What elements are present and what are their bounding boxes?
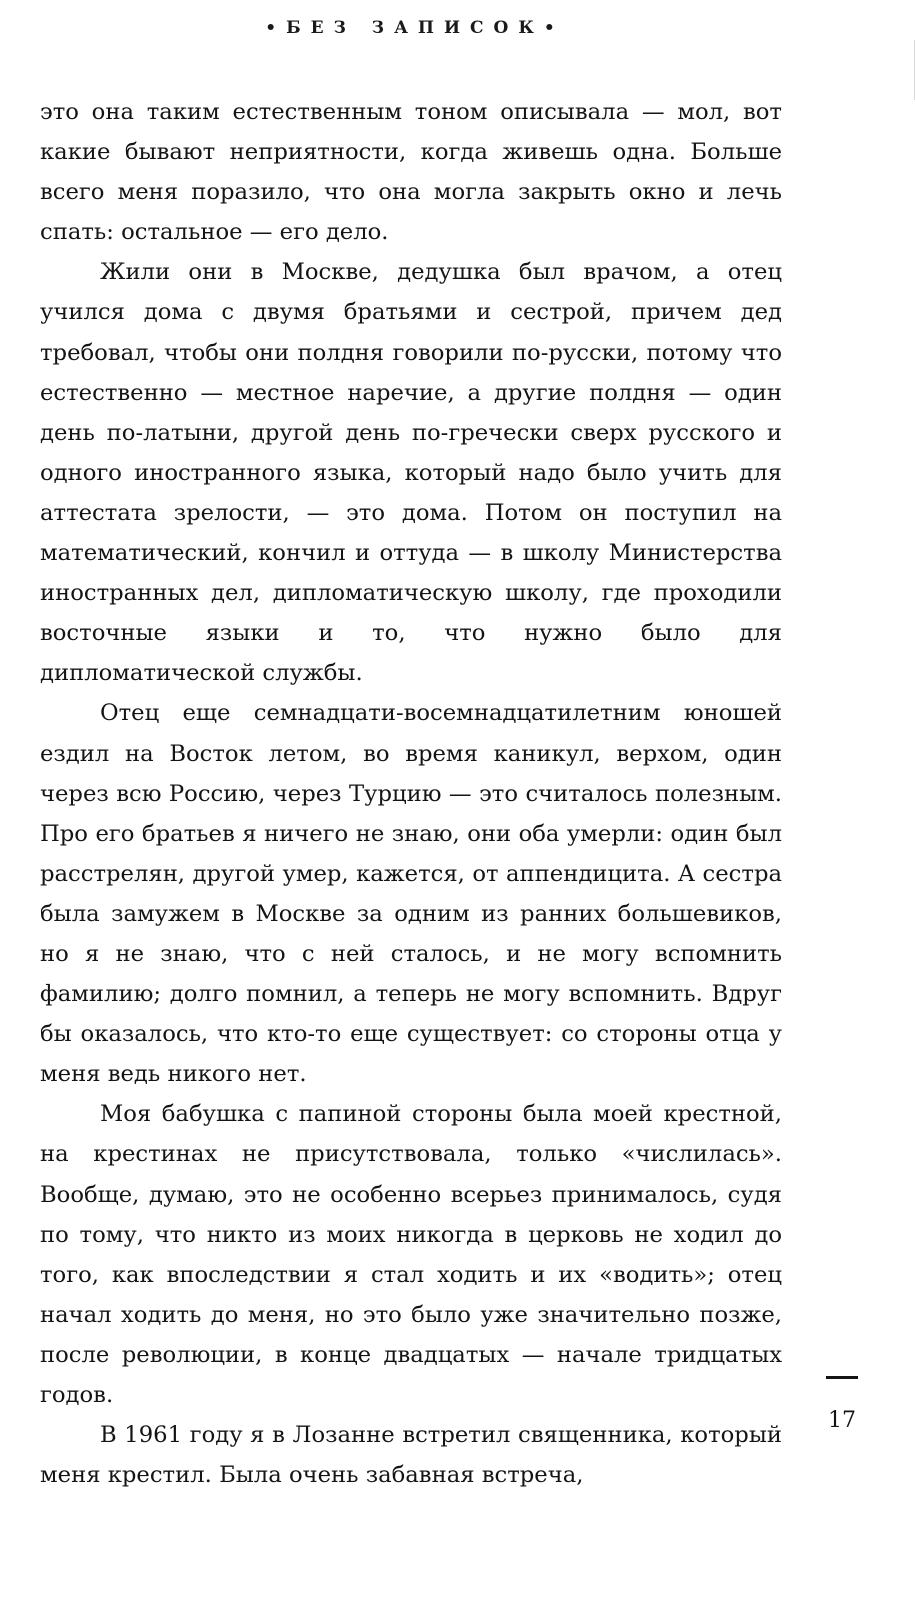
- running-head: •БЕЗ ЗАПИСОК•: [265, 18, 565, 38]
- body-text: [40, 92, 782, 1495]
- page-number: 17: [828, 1408, 856, 1433]
- paragraph-2: Жили они в Москве, дедушка был врачом, а отец учился дома с двумя братьями и сестрой, причем дед требовал, чтобы они полдня говорили по-русски, потому что естественно — местное наречие, а другие полдня — один день по-латыни, другой день по-гречески сверх русского и одного иностранного языка, который надо было учить для аттестата зрелости, — это дома. Потом он поступил на математический, кончил и оттуда — в школу Министерства иностранных дел, дипломатическую школу, где проходили восточные языки и то, что нужно было для дипломатической службы.: [40, 259, 782, 687]
- paragraph-3: Отец еще семнадцати-восемнадцатилетним юношей ездил на Восток летом, во время каникул, верхом, один через всю Россию, через Турцию — это считалось полезным. Про его братьев я ничего не знаю, они оба умерли: один был расстрелян, другой умер, кажется, от аппендицита. А сестра была замужем в Москве за одним из ранних большевиков, но я не знаю, что с ней сталось, и не могу вспомнить фамилию; долго помнил, а теперь не могу вспомнить. Вдруг бы оказалось, что кто-то еще существует: со стороны отца у меня ведь никого нет.: [40, 700, 782, 1088]
- paragraph-4: Моя бабушка с папиной стороны была моей крестной, на крестинах не присутствовала, только «числилась». Вообще, думаю, это не особенно всерьез принималось, судя по тому, что никто из моих никогда в церковь не ходил до того, как впоследствии я стал ходить и их «водить»; отец начал ходить до меня, но это было уже значительно позже, после революции, в конце двадцатых — начале тридцатых годов.: [40, 1101, 782, 1408]
- paragraph-1: это она таким естественным тоном описывала — мол, вот какие бывают неприятности, когда живешь одна. Больше всего меня поразило, что она могла закрыть окно и лечь спать: остальное — его дело.: [40, 99, 782, 246]
- folio-rule: [826, 1376, 858, 1379]
- paragraph-5: В 1961 году я в Лозанне встретил священника, который меня крестил. Была очень забавная встреча,: [40, 1422, 782, 1489]
